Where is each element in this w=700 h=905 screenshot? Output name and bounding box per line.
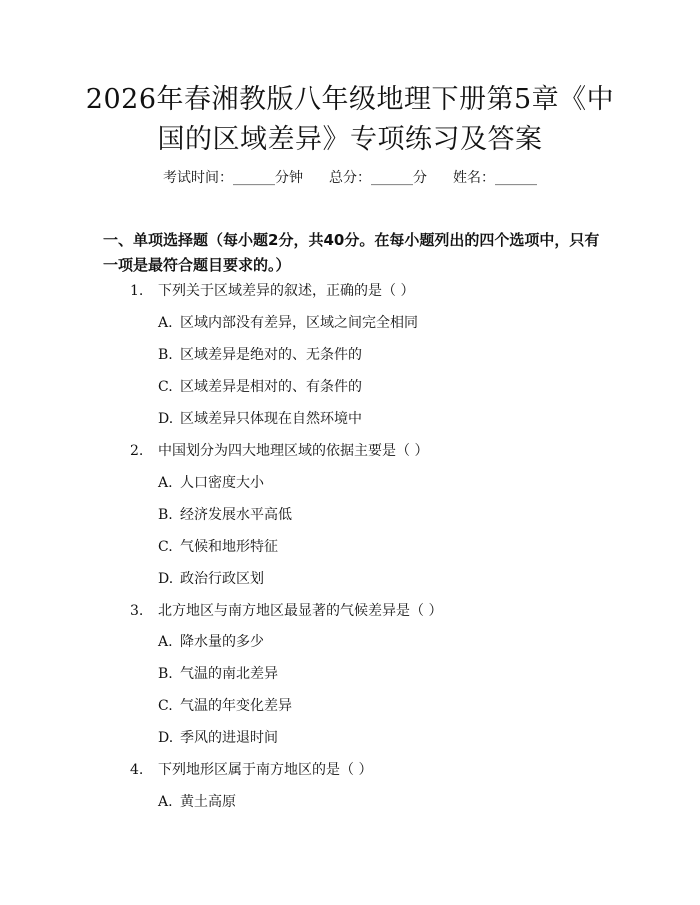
option-letter: B. <box>158 666 173 682</box>
option-text: 降水量的多少 <box>180 634 264 650</box>
title-line-1: 2026年春湘教版八年级地理下册第5章《中 <box>85 84 615 115</box>
question-4-option-a <box>158 792 236 812</box>
option-letter: A. <box>158 315 173 331</box>
question-number: 4. <box>130 762 144 778</box>
option-text: 经济发展水平高低 <box>180 507 292 523</box>
question-1-option-c <box>158 377 362 397</box>
option-text: 区域内部没有差异，区域之间完全相同 <box>180 315 418 331</box>
option-text: 人口密度大小 <box>180 475 264 491</box>
option-text: 季风的进退时间 <box>180 730 278 746</box>
option-letter: C. <box>158 539 173 555</box>
option-letter: B. <box>158 507 173 523</box>
question-2-option-a <box>158 473 264 493</box>
question-text: 下列地形区属于南方地区的是（ ） <box>158 762 373 778</box>
question-3-option-b <box>158 664 278 684</box>
option-letter: A. <box>158 794 173 810</box>
student-name-field: 姓名：______ <box>453 170 537 186</box>
document-title <box>60 80 640 160</box>
section-heading: 一、单项选择题（每小题2分，共40分。在每小题列出的四个选项中，只有一项是最符合题目要求的。） <box>103 231 600 274</box>
question-text: 下列关于区域差异的叙述，正确的是（ ） <box>158 283 415 299</box>
option-text: 气候和地形特征 <box>180 539 278 555</box>
option-letter: B. <box>158 347 173 363</box>
question-3 <box>130 601 442 621</box>
option-text: 政治行政区划 <box>180 571 264 587</box>
option-text: 气温的年变化差异 <box>180 698 292 714</box>
option-letter: D. <box>158 411 174 427</box>
question-1 <box>130 281 414 301</box>
option-letter: C. <box>158 698 173 714</box>
option-text: 区域差异只体现在自然环境中 <box>180 411 362 427</box>
question-4 <box>130 760 372 780</box>
question-text: 北方地区与南方地区最显著的气候差异是（ ） <box>158 603 443 619</box>
exam-meta-line <box>0 168 700 188</box>
question-2-option-d <box>158 569 264 589</box>
option-text: 气温的南北差异 <box>180 666 278 682</box>
option-letter: D. <box>158 730 174 746</box>
question-text: 中国划分为四大地理区域的依据主要是（ ） <box>158 443 429 459</box>
option-letter: A. <box>158 475 173 491</box>
question-number: 1. <box>130 283 144 299</box>
question-3-option-c <box>158 696 292 716</box>
question-3-option-a <box>158 632 264 652</box>
option-text: 黄土高原 <box>180 794 236 810</box>
title-line-2: 国的区域差异》专项练习及答案 <box>157 124 543 155</box>
question-1-option-a <box>158 313 418 333</box>
question-1-option-d <box>158 409 362 429</box>
option-text: 区域差异是绝对的、无条件的 <box>180 347 362 363</box>
question-number: 2. <box>130 443 144 459</box>
total-score-field: 总分：______分 <box>329 170 427 186</box>
question-number: 3. <box>130 603 144 619</box>
question-3-option-d <box>158 728 278 748</box>
question-2-option-c <box>158 537 278 557</box>
question-2 <box>130 441 428 461</box>
option-letter: C. <box>158 379 173 395</box>
question-2-option-b <box>158 505 292 525</box>
exam-time-field: 考试时间：______分钟 <box>163 170 303 186</box>
option-letter: A. <box>158 634 173 650</box>
option-letter: D. <box>158 571 174 587</box>
option-text: 区域差异是相对的、有条件的 <box>180 379 362 395</box>
question-1-option-b <box>158 345 362 365</box>
